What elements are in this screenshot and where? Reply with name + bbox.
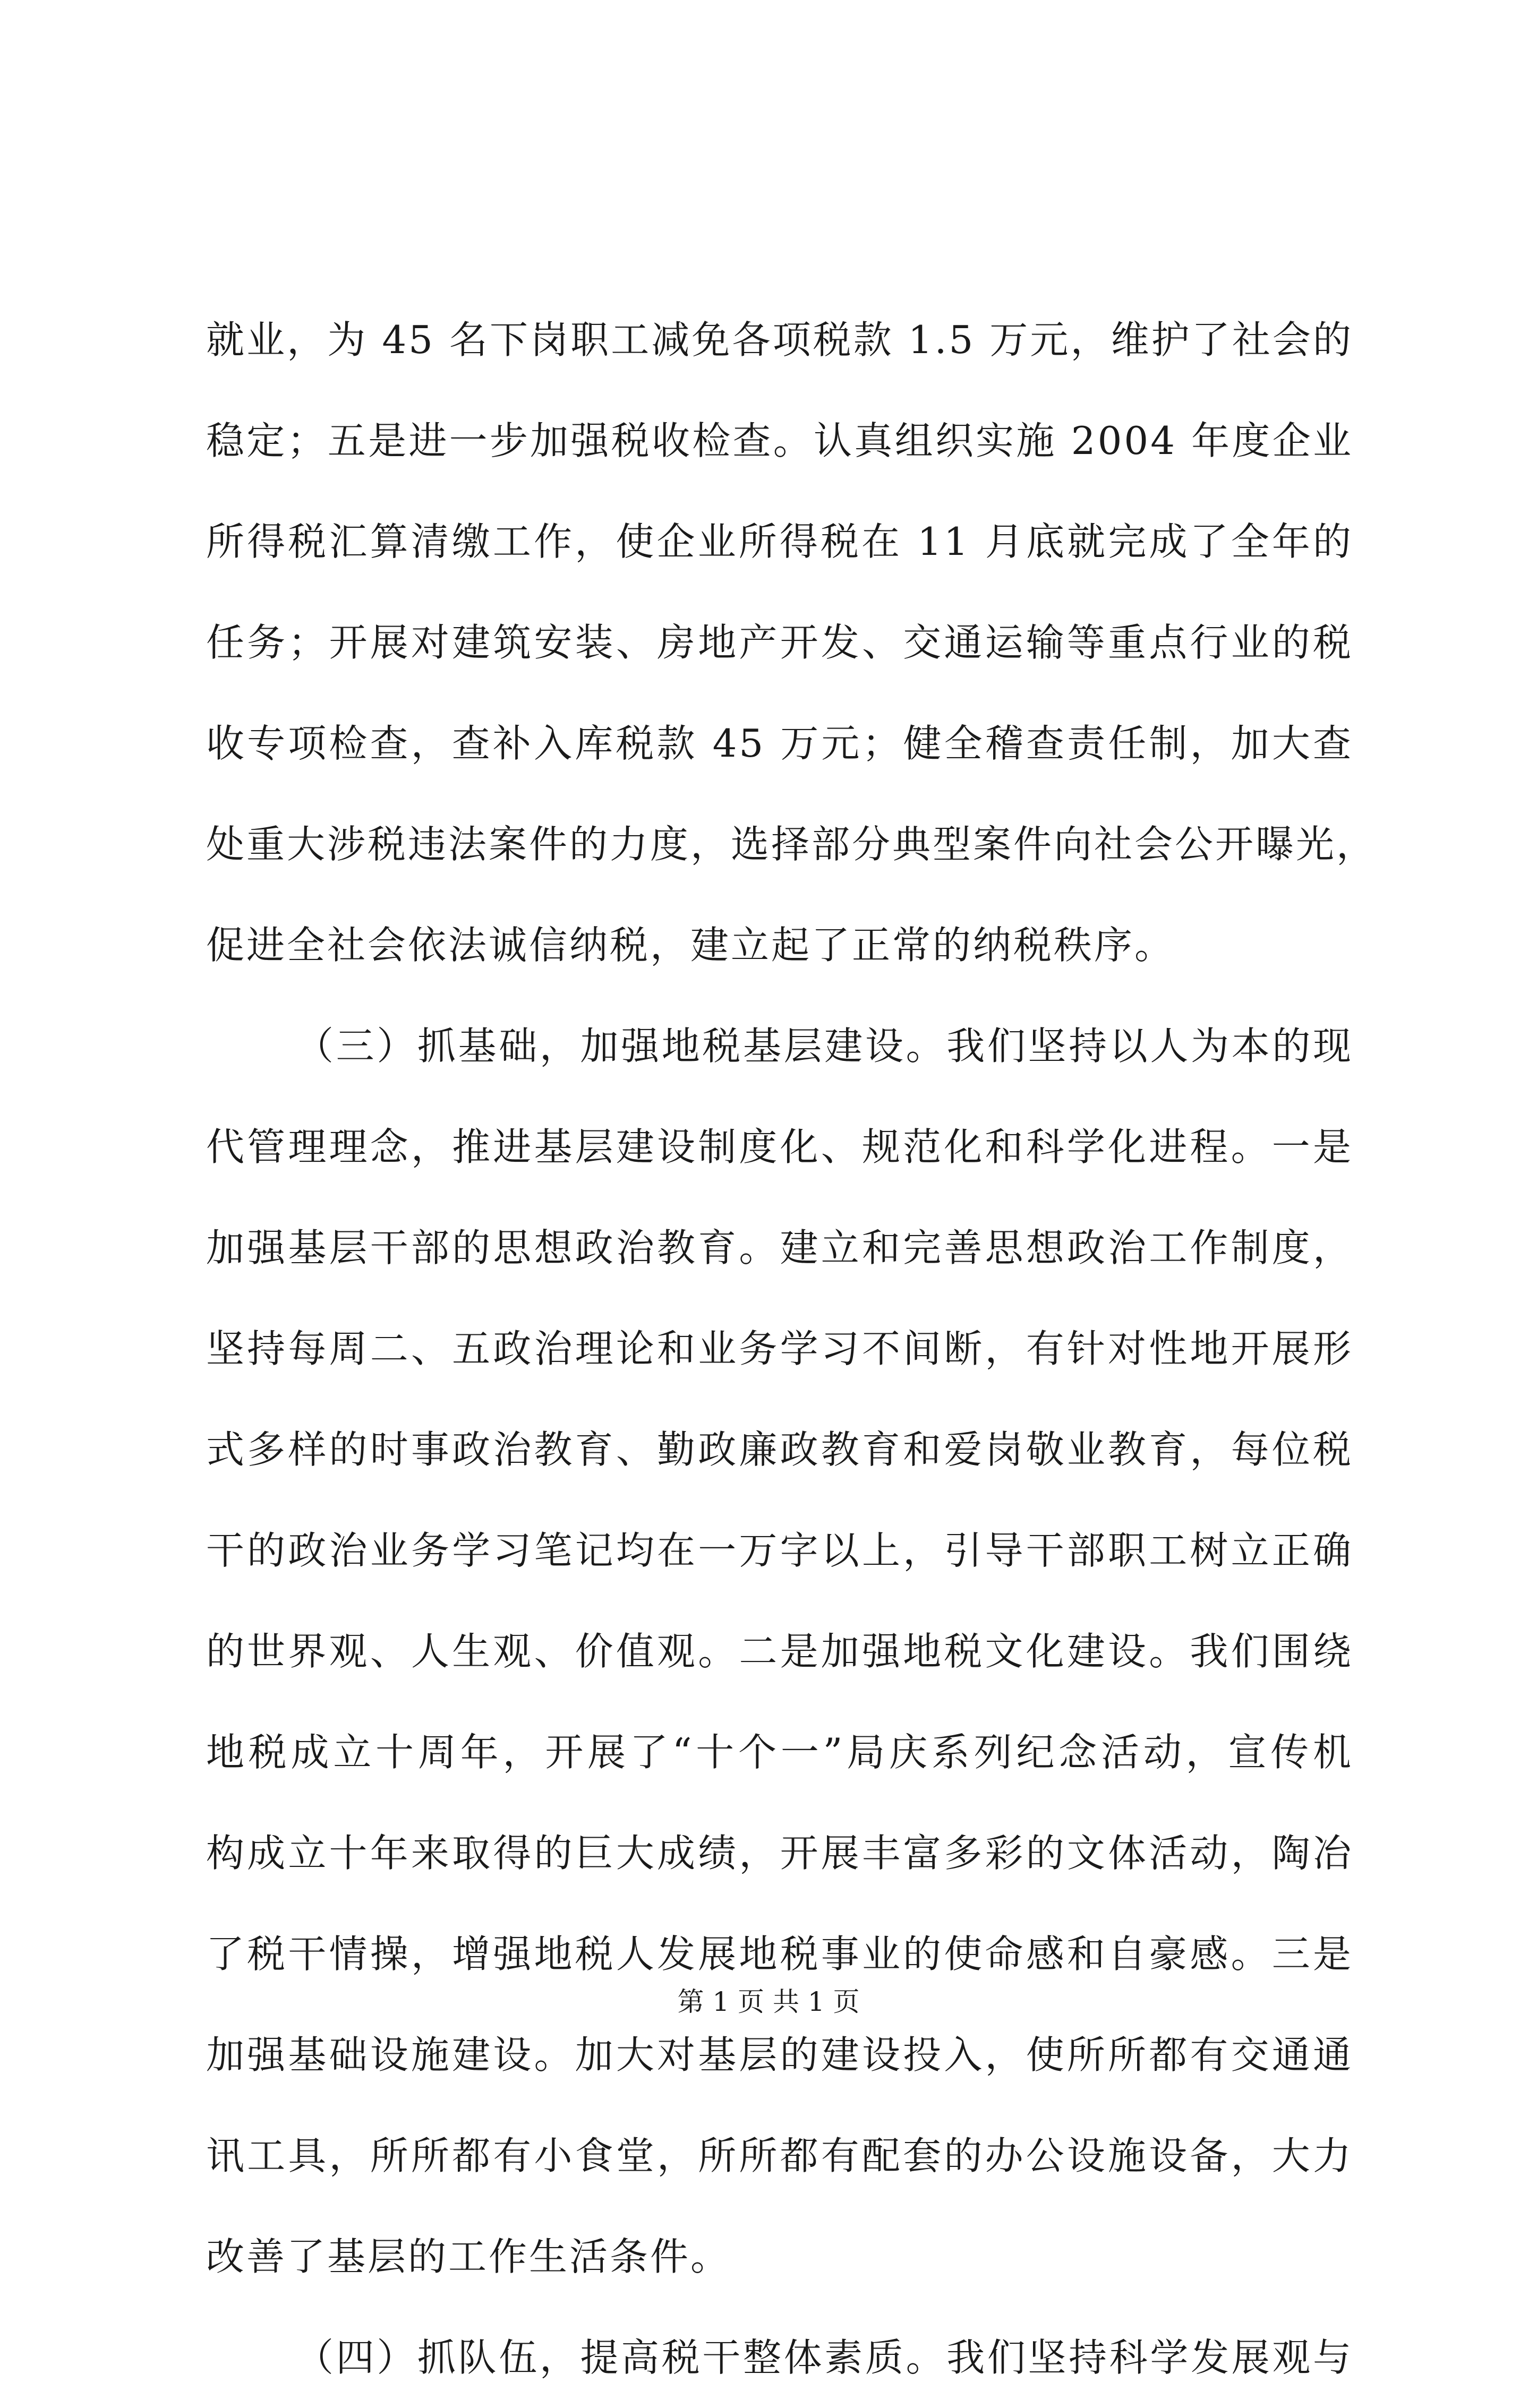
text-line: 代管理理念，推进基层建设制度化、规范化和科学化进程。一是	[206, 1125, 1353, 1169]
text-line: 构成立十年来取得的巨大成绩，开展丰富多彩的文体活动，陶冶	[206, 1831, 1353, 1875]
text-line: 加强基层干部的思想政治教育。建立和完善思想政治工作制度，	[206, 1226, 1353, 1270]
text-line: 促进全社会依法诚信纳税，建立起了正常的纳税秩序。	[206, 923, 1175, 967]
page-number: 第 1 页 共 1 页	[677, 1986, 860, 2017]
section-heading-line: （四）抓队伍，提高税干整体素质。我们坚持科学发展观与	[295, 2335, 1353, 2380]
text-line: 稳定；五是进一步加强税收检查。认真组织实施 2004 年度企业	[206, 418, 1353, 463]
text-line: 坚持每周二、五政治理论和业务学习不间断，有针对性地开展形	[206, 1326, 1353, 1371]
body-text	[206, 289, 1377, 2408]
text-line: 所得税汇算清缴工作，使企业所得税在 11 月底就完成了全年的	[206, 519, 1353, 564]
text-line: 式多样的时事政治教育、勤政廉政教育和爱岗敬业教育，每位税	[206, 1427, 1353, 1472]
section-heading-line: （三）抓基础，加强地税基层建设。我们坚持以人为本的现	[295, 1024, 1353, 1068]
text-line: 改善了基层的工作生活条件。	[206, 2234, 731, 2279]
text-line: 干的政治业务学习笔记均在一万字以上，引导干部职工树立正确	[206, 1528, 1353, 1573]
text-line: 的世界观、人生观、价值观。二是加强地税文化建设。我们围绕	[206, 1629, 1353, 1674]
text-line: 处重大涉税违法案件的力度，选择部分典型案件向社会公开曝光，	[206, 822, 1377, 867]
text-line: 收专项检查，查补入库税款 45 万元；健全稽查责任制，加大查	[206, 721, 1353, 766]
text-line: 地税成立十周年，开展了“十个一”局庆系列纪念活动，宣传机	[206, 1730, 1353, 1775]
page-footer	[0, 1981, 1537, 2019]
text-line: 任务；开展对建筑安装、房地产开发、交通运输等重点行业的税	[206, 620, 1353, 665]
text-line: 加强基础设施建设。加大对基层的建设投入，使所所都有交通通	[206, 2033, 1353, 2077]
text-line: 就业，为 45 名下岗职工减免各项税款 1.5 万元，维护了社会的	[206, 318, 1353, 362]
text-line: 了税干情操，增强地税人发展地税事业的使命感和自豪感。三是	[206, 1932, 1353, 1976]
text-line: 讯工具，所所都有小食堂，所所都有配套的办公设施设备，大力	[206, 2133, 1353, 2178]
